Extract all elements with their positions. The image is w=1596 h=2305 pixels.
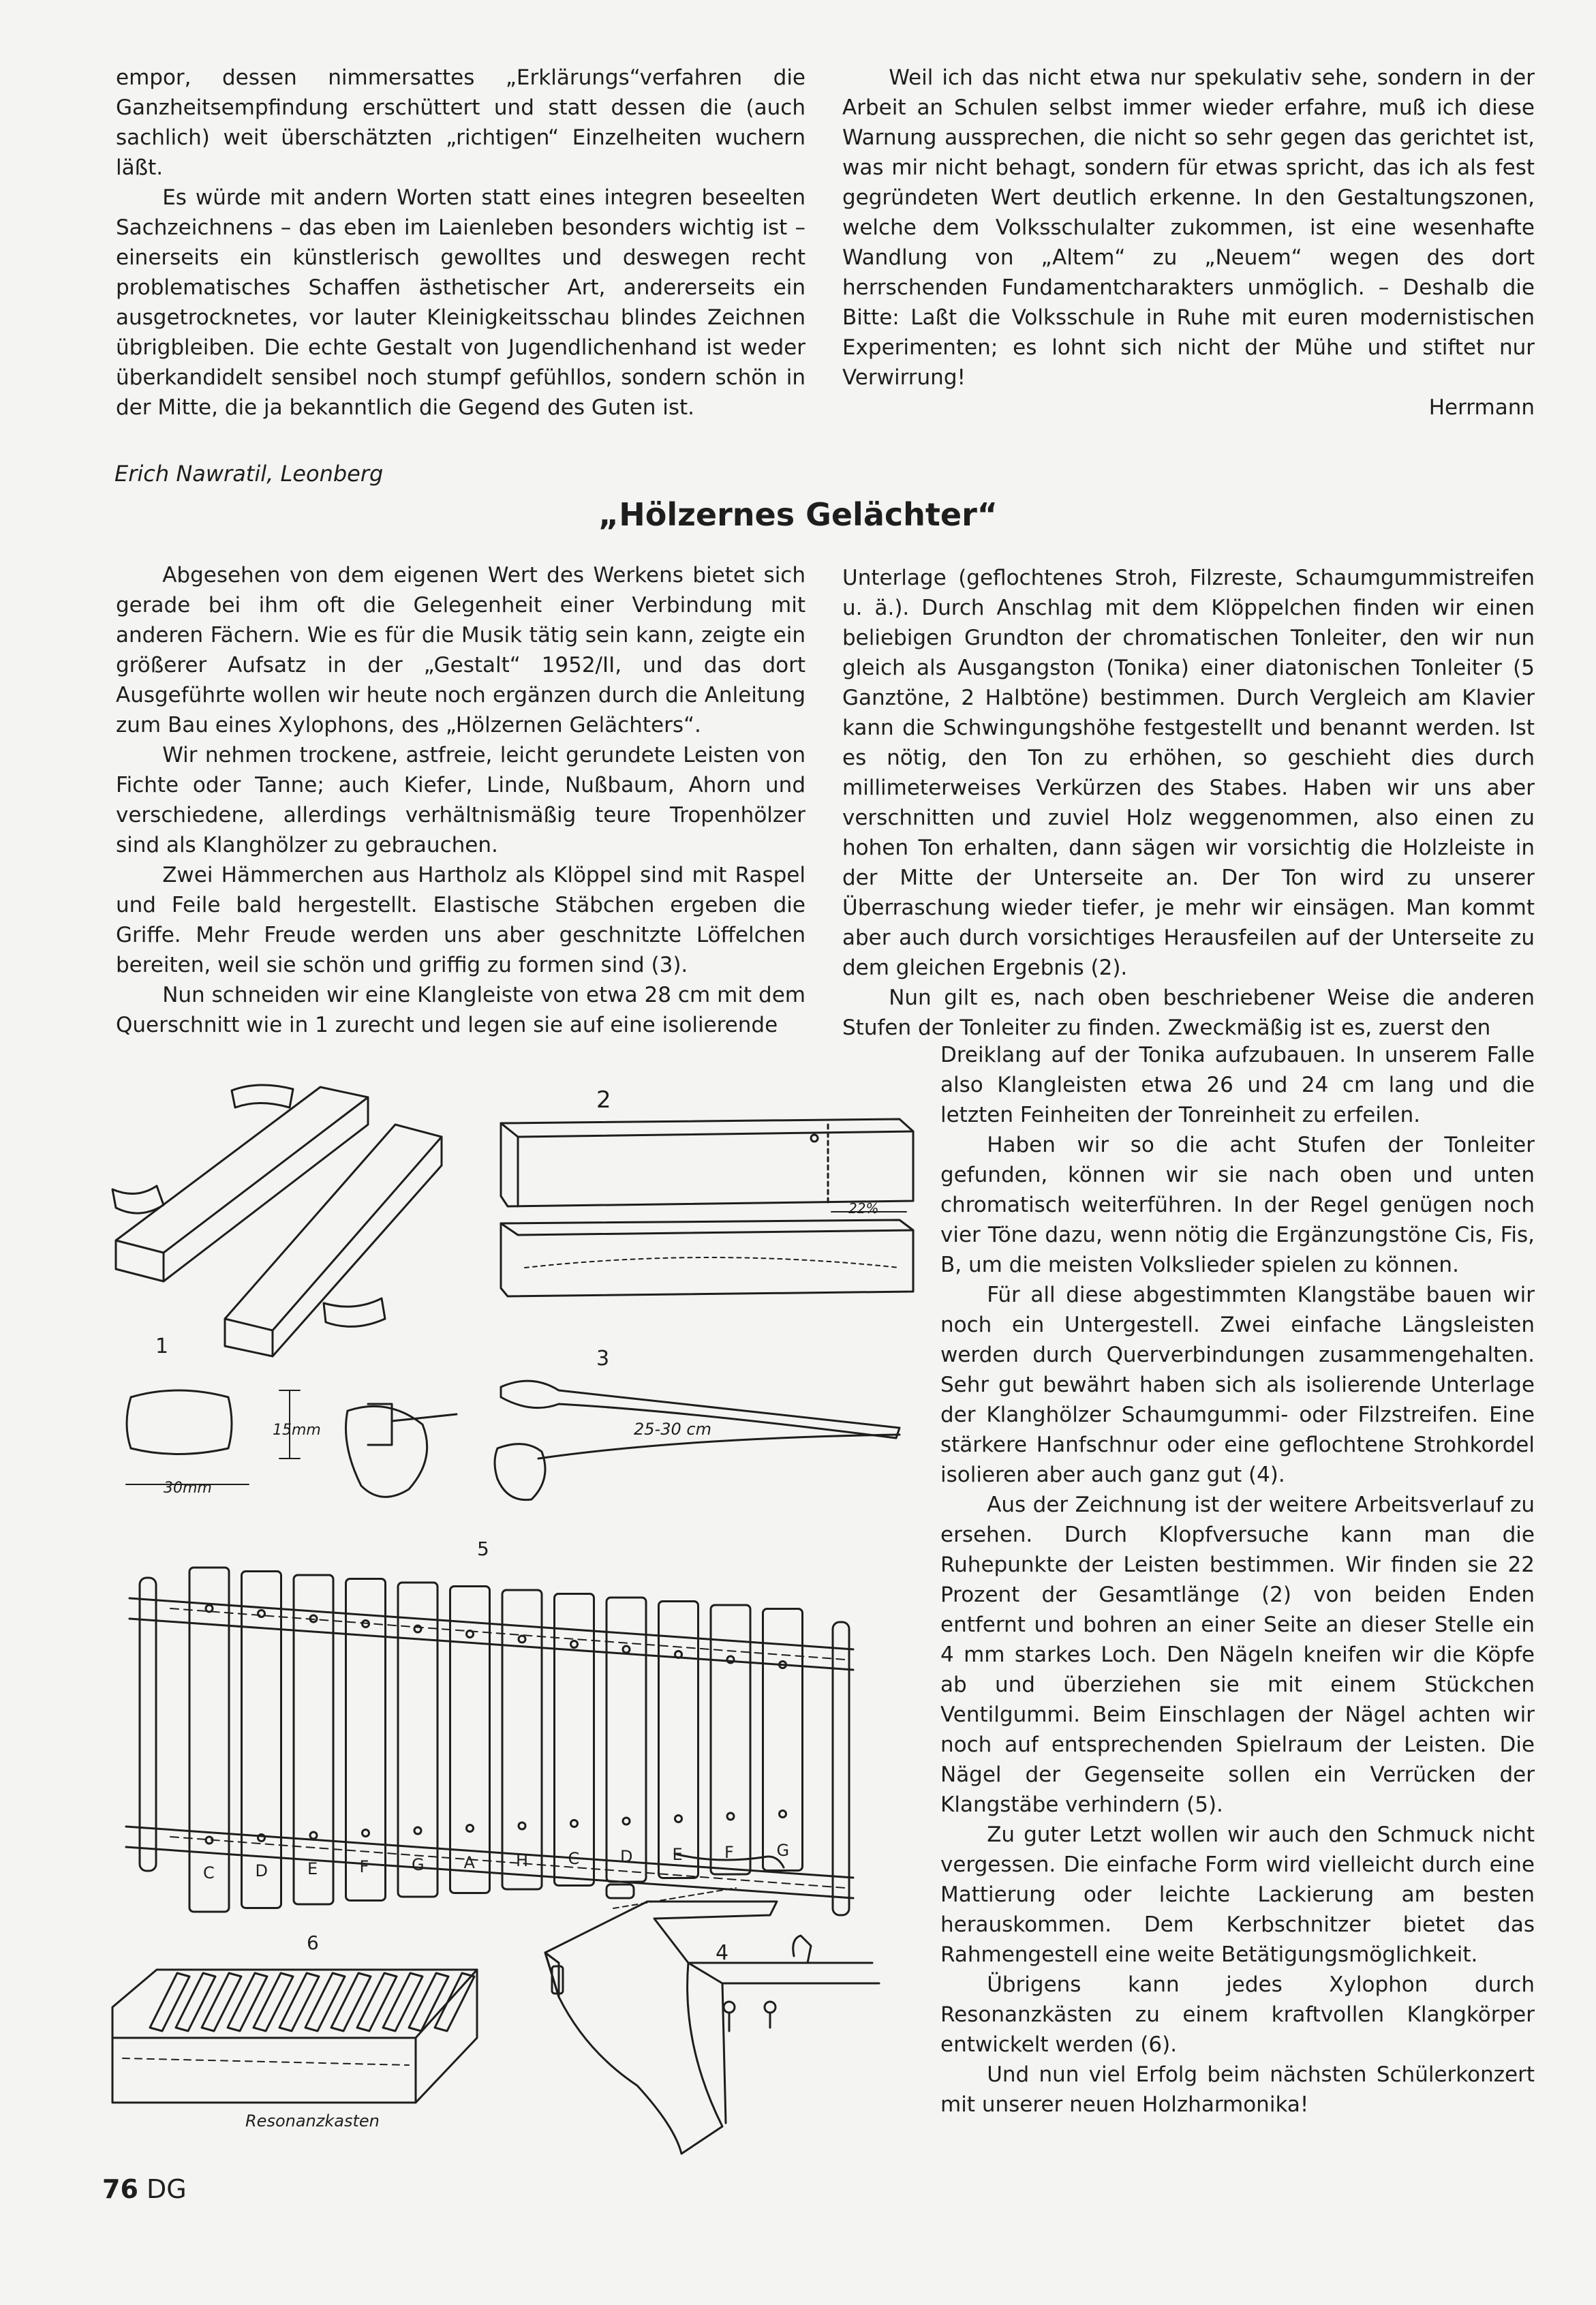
note-label: H [516,1851,529,1870]
resonance-bar [279,1973,319,2031]
figure-label-2: 2 [596,1086,611,1114]
figure-label-3: 3 [596,1347,610,1371]
bar-nail [414,1827,421,1834]
resonance-bar [202,1973,241,2031]
note-label: F [724,1843,734,1862]
resonance-bar [150,1973,189,2031]
figure-4-drawing [545,1854,879,2154]
resonance-bar [254,1973,293,2031]
article-paragraph: Wir nehmen trockene, astfreie, leicht gerundete Leisten von Fichte oder Tanne; auch Kiefer, Linde, Nußbaum, Ahorn und verschiedene, allerdings verhältnismäßig teure Tropenhölzer sind als Klanghölzer zu gebrauchen. [116,743,805,857]
figure-label-6: 6 [307,1932,319,1954]
page-number: 76 [102,2174,138,2204]
note-label: E [672,1845,683,1864]
bar-nail [206,1837,213,1844]
xylophone-bar [189,1568,229,1912]
xylophone-bar [294,1575,333,1904]
signature: Herrmann [1428,395,1535,420]
resonance-box-bars [150,1973,474,2031]
dimension-percent: 22% [848,1200,879,1217]
article-paragraph: Zwei Hämmerchen aus Hartholz als Klöppel sind mit Raspel und Feile bald hergestellt. Elastische Stäbchen ergeben die Griffe. Mehr Freude werden uns aber geschnitzte Löffelchen bereiten, weil sie schön und griffig zu formen sind (3). [116,863,805,977]
note-label: G [412,1855,425,1874]
resonance-bar [228,1973,267,2031]
note-label: D [620,1847,633,1866]
bar-nail [727,1813,734,1820]
xylophone-bar [398,1583,438,1897]
bar-nail [571,1641,578,1648]
resonance-bar [357,1973,397,2031]
figure-1-drawing [112,1085,442,1356]
xylophone-bar [555,1594,594,1886]
dimension-thickness: 15mm [273,1422,321,1439]
bar-nail [310,1832,317,1839]
article-paragraph: Nun gilt es, nach oben beschriebener Weise die anderen Stufen der Tonleiter zu finden. Zweckmäßig ist es, zuerst den [842,986,1535,1040]
figure-label-1: 1 [155,1334,169,1358]
bar-nail [363,1830,369,1837]
resonance-box-label: Resonanzkasten [245,2111,380,2131]
article-paragraph: Dreiklang auf der Tonika aufzubauen. In unserem Falle also Klangleisten etwa 26 und 24 cm lang und die letzten Feinheiten der Tonreinheit zu erfeilen. [940,1043,1535,1127]
article-paragraph: Übrigens kann jedes Xylophon durch Resonanzkästen zu einem kraftvollen Klangkörper entwickelt werden (6). [940,1972,1535,2057]
figure-3-drawing [346,1381,900,1500]
resonance-bar [383,1973,423,2031]
article-paragraph: Für all diese abgestimmten Klangstäbe bauen wir noch ein Untergestell. Zwei einfache Längsleisten werden durch Querverbindungen zusammengehalten. Sehr gut bewährt haben sich als isolierende Unterlage der Klanghölzer Schaumgummi- oder Filzstreifen. Eine stärkere Hanfschnur oder eine geflochtene Strohkordel isolieren aber auch ganz gut (4). [940,1283,1535,1487]
page-footer [102,2174,187,2204]
resonance-bar [176,1973,215,2031]
bar-nail [623,1646,630,1653]
resonance-bar [331,1973,371,2031]
bar-nail [467,1631,474,1638]
article-paragraph: Und nun viel Erfolg beim nächsten Schülerkonzert mit unserer neuen Holzharmonika! [940,2062,1535,2117]
bar-nail [467,1825,474,1832]
figure-6-drawing [112,1970,477,2103]
bar-nail [258,1611,265,1617]
journal-abbreviation: DG [146,2174,187,2204]
xylophone-bar [607,1598,646,1882]
bar-nail [571,1820,578,1827]
note-label: F [359,1857,369,1876]
bar-nail [780,1811,786,1818]
article-paragraph: Zu guter Letzt wollen wir auch den Schmuck nicht vergessen. Die einfache Form wird vielleicht durch eine Mattierung oder leichte Lackierung am besten herauskommen. Dem Kerbschnitzer bietet das Rahmengestell eine weite Betätigungsmöglichkeit. [940,1822,1535,1967]
article-paragraph: Abgesehen von dem eigenen Wert des Werkens bietet sich gerade bei ihm oft die Gelegenheit einer Verbindung mit anderen Fächern. Wie es für die Musik tätig sein kann, zeigte ein größerer Aufsatz in der „Gestalt“ 1952/II, und das dort Ausgeführte wollen wir heute noch ergänzen durch die Anleitung zum Bau eines Xylophons, des „Hölzernen Gelächters“. [116,563,805,737]
note-label: G [776,1841,790,1860]
dimension-length: 25-30 cm [634,1420,711,1439]
top-paragraph: empor, dessen nimmersattes „Erklärungs“verfahren die Ganzheitsempfindung erschüttert und statt dessen die (auch sachlich) weit überschätzten „richtigen“ Einzelheiten wuchern läßt. [116,65,805,180]
xylophone-bar [763,1609,803,1871]
bar-nail [675,1651,682,1658]
article-title: „Hölzernes Gelächter“ [598,496,998,533]
bar-nail [675,1816,682,1822]
article-author: Erich Nawratil, Leonberg [114,461,384,487]
note-label: C [568,1849,580,1868]
article-paragraph: Haben wir so die acht Stufen der Tonleiter gefunden, können wir sie nach oben und unten chromatisch weiterführen. In der Regel genügen noch vier Töne dazu, wenn nötig die Ergänzungstöne Cis, Fis, B, um die meisten Volkslieder spielen zu können. [940,1133,1535,1277]
bar-nail [519,1822,525,1829]
top-paragraph: Es würde mit andern Worten statt eines integren beseelten Sachzeichnens – das eben im Laienleben besonders wichtig ist – einerseits ein künstlerisch gewolltes und deswegen recht problematisches Schaffen ästhetischer Art, andererseits ein ausgetrocknetes, vor lauter Kleinigkeitsschau blindes Zeichnen übrigbleiben. Die echte Gestalt von Jugendlichenhand ist weder überkandidelt sensibel noch stumpf gefühllos, sondern schön in der Mitte, die ja bekanntlich die Gegend des Guten ist. [116,185,805,420]
figure-label-5: 5 [477,1538,489,1560]
article-paragraph: Aus der Zeichnung ist der weitere Arbeitsverlauf zu ersehen. Durch Klopfversuche kann man die Ruhepunkte der Leisten bestimmen. Wir finden sie 22 Prozent der Gesamtlänge (2) von beiden Enden entfernt und bohren an einer Seite an dieser Stelle ein 4 mm starkes Loch. Den Nägeln kneifen wir die Köpfe ab und überziehen sie mit einem Stückchen Ventilgummi. Beim Einschlagen der Nägel achten wir noch auf entsprechenden Spielraum der Leisten. Die Nägel der Gegenseite sollen ein Verrücken der Klangstäbe verhindern (5). [940,1493,1535,1817]
note-label: E [307,1859,318,1878]
article-paragraph: Nun schneiden wir eine Klangleiste von etwa 28 cm mit dem Querschnitt wie in 1 zurecht und legen sie auf eine isolierende [116,983,805,1037]
resonance-bar [435,1973,474,2031]
bar-nail [623,1818,630,1825]
figure-label-4: 4 [716,1941,729,1965]
resonance-bar [305,1973,345,2031]
note-label: D [255,1861,268,1880]
top-paragraph: Weil ich das nicht etwa nur spekulativ sehe, sondern in der Arbeit an Schulen selbst immer wieder erfahre, muß ich diese Warnung aussprechen, die nicht so sehr gegen das gerichtet ist, was mir nicht behagt, sondern für etwas spricht, das ich als fest gegründeten Wert deutlich erkenne. In den Gestaltungszonen, welche dem Volksschulalter zukommen, ist eine wesenhafte Wandlung von „Altem“ zu „Neuem“ wegen des dort herrschenden Fundamentcharakters unmöglich. – Deshalb die Bitte: Laßt die Volksschule in Ruhe mit euren modernistischen Experimenten; es lohnt sich nicht der Mühe und stiftet nur Verwirrung! [842,65,1535,390]
note-label: A [463,1853,475,1872]
bar-nail [258,1835,265,1842]
xylophone-bar [711,1605,750,1874]
xylophone-bar [659,1602,699,1878]
bar-nail [519,1636,525,1643]
bar-nail [727,1656,734,1663]
dimension-width: 30mm [164,1480,212,1497]
note-label: C [203,1863,215,1882]
bar-nail [414,1625,421,1632]
article-paragraph: Unterlage (geflochtenes Stroh, Filzreste, Schaumgummistreifen u. ä.). Durch Anschlag mit dem Klöppelchen finden wir einen beliebigen Grundton der chromatischen Tonleiter, den wir nun gleich als Ausgangston (Tonika) einer diatonischen Tonleiter (5 Ganztöne, 2 Halbtöne) bestimmen. Durch Vergleich am Klavier kann die Schwingungshöhe festgestellt und benannt werden. Ist es nötig, den Ton zu erhöhen, so geschieht dies durch millimeterweises Verkürzen des Stabes. Haben wir uns aber verschnitten und zuviel Holz weggenommen, also einen zu hohen Ton erhalten, dann sägen wir vorsichtig die Holzleiste in der Mitte der Unterseite an. Der Ton wird zu unserer Überraschung wieder tiefer, je mehr wir einsägen. Man kommt aber auch durch vorsichtiges Herausfeilen auf der Unterseite zu dem gleichen Ergebnis (2). [842,566,1535,980]
bar-nail [206,1605,213,1612]
